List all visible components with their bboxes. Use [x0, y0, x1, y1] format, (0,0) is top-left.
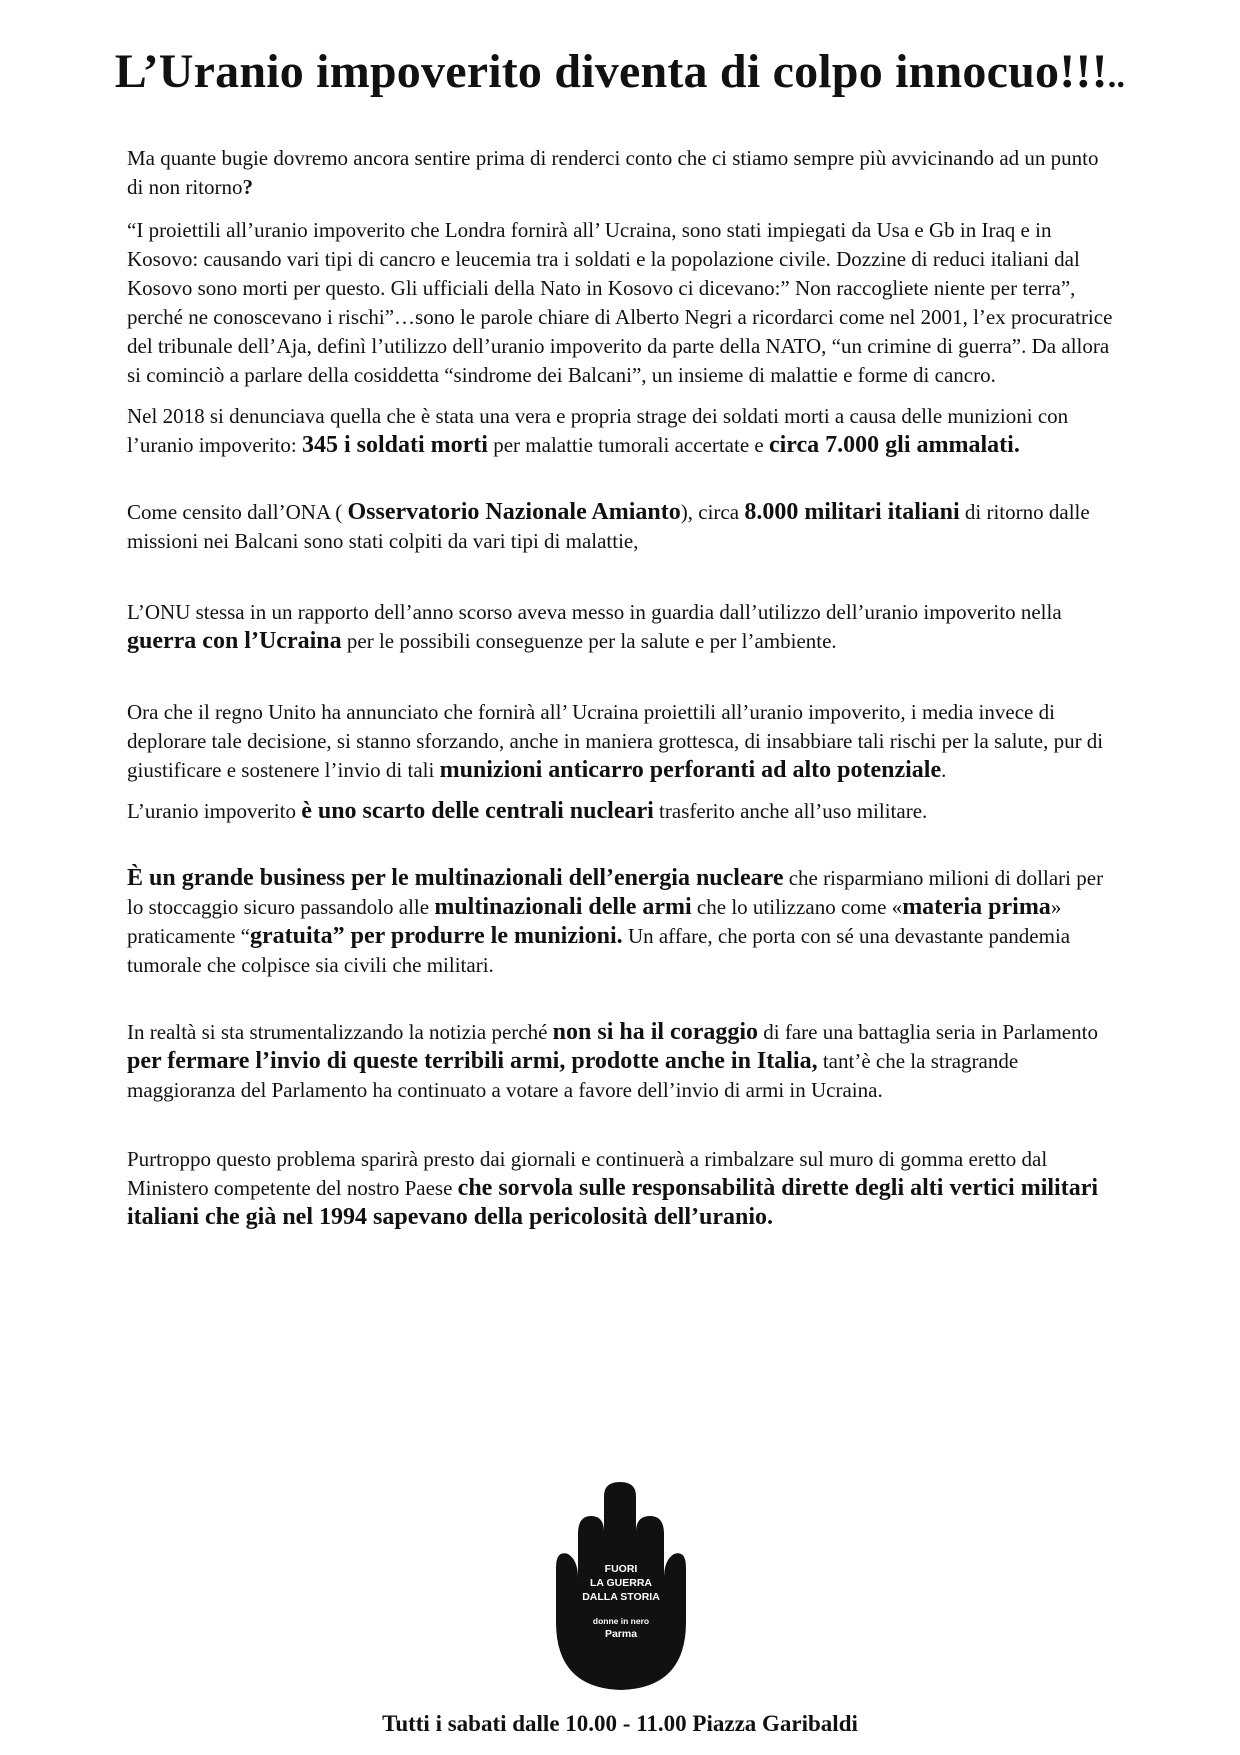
p8-raw-material: materia prima — [902, 894, 1051, 920]
paragraph-5 — [127, 598, 1117, 656]
p10-text-a: Purtroppo questo problema sparirà presto dai giornali e continuerà a rimbalzare sul muro di gomma eretto dal Ministero competente del nostro Paese — [127, 1147, 1048, 1200]
p4-military-count: 8.000 militari italiani — [744, 499, 960, 525]
p5-text-c: per le possibili conseguenze per la salute e per l’ambiente. — [341, 629, 837, 653]
p9-text-a: In realtà si sta strumentalizzando la notizia perché — [127, 1020, 553, 1044]
paragraph-9 — [127, 1018, 1117, 1105]
logo-line-1: FUORI — [604, 1563, 638, 1575]
paragraph-4 — [127, 498, 1117, 556]
p4-text-a: Come censito dall’ONA ( — [127, 500, 348, 524]
p7-nuclear-waste: è uno scarto delle centrali nucleari — [301, 798, 654, 824]
logo-line-4: donne in nero — [592, 1616, 650, 1626]
p3-soldiers-dead: 345 i soldati morti — [301, 432, 488, 458]
paragraph-10 — [127, 1145, 1117, 1232]
p9-stop-weapons: per fermare l’invio di queste terribili armi, prodotte anche in Italia, — [127, 1048, 818, 1074]
p8-free: gratuita” per produrre le munizioni. — [250, 923, 623, 949]
p8-business: È un grande business per le multinazionali dell’energia nucleare — [127, 865, 784, 891]
paragraph-8 — [127, 864, 1117, 980]
logo-line-5: Parma — [604, 1628, 638, 1640]
p4-ona-name: Osservatorio Nazionale Amianto — [347, 499, 681, 525]
page-title — [0, 44, 1240, 99]
p1-question-mark: ? — [242, 175, 253, 199]
p9-text-c: di fare una battaglia seria in Parlamento — [758, 1020, 1098, 1044]
logo-line-2: LA GUERRA — [589, 1577, 653, 1589]
p3-sick-count: circa 7.000 gli ammalati. — [768, 432, 1020, 458]
paragraph-2: “I proiettili all’uranio impoverito che Londra fornirà all’ Ucraina, sono stati impiegati da Usa e Gb in Iraq e in Kosovo: causando vari tipi di cancro e leucemia tra i soldati e la popolazione civile. Dozzine di reduci italiani dal Kosovo sono morti per questo. Gli ufficiali della Nato in Kosovo ci dicevano:” Non raccogliete niente per terra”, perché ne conoscevano i rischi”…sono le parole chiare di Alberto Negri a ricordarci come nel 2001, l’ex procuratrice del tribunale dell’Aja, definì l’utilizzo dell’uranio impoverito da parte della NATO, “un crimine di guerra”. Da allora si cominciò a parlare della cosiddetta “sindrome dei Balcani”, un insieme di malattie e forme di cancro. — [127, 218, 1113, 387]
p8-text-b: che risparmiano milioni di dollari per lo stoccaggio sicuro passandolo alle — [127, 866, 1104, 919]
hand-of-fatima-icon — [556, 1482, 686, 1694]
paragraph-1 — [127, 144, 1117, 202]
paragraph-3 — [127, 402, 1117, 460]
logo-line-3: DALLA STORIA — [582, 1591, 660, 1603]
p7-text-a: L’uranio impoverito — [127, 799, 302, 823]
p6-text-c: . — [941, 758, 947, 782]
p8-text-f: » praticamente “ — [127, 895, 1062, 948]
p6-munitions: munizioni anticarro perforanti ad alto potenziale — [439, 757, 942, 783]
footer-schedule: Tutti i sabati dalle 10.00 - 11.00 Piazza Garibaldi — [382, 1711, 858, 1736]
paragraph-7 — [127, 797, 1117, 826]
paragraph-6 — [127, 698, 1117, 785]
article-body — [127, 144, 1117, 1232]
p8-text-d: che lo utilizzano come « — [691, 895, 903, 919]
p8-arms-multinationals: multinazionali delle armi — [434, 894, 692, 920]
p7-text-c: trasferito anche all’uso militare. — [653, 799, 928, 823]
p5-text-a: L’ONU stessa in un rapporto dell’anno scorso aveva messo in guardia dall’utilizzo dell’uranio impoverito nella — [127, 600, 1062, 624]
p3-text-a: Nel 2018 si denunciava quella che è stata una vera e propria strage dei soldati morti a causa delle munizioni con l’uranio impoverito: — [127, 404, 1069, 457]
p3-text-c: per malattie tumorali accertate e — [487, 433, 769, 457]
p5-war-ukraine: guerra con l’Ucraina — [127, 628, 342, 654]
p1-text: Ma quante bugie dovremo ancora sentire prima di renderci conto che ci stiamo sempre più avvicinando ad un punto di non ritorno — [127, 146, 1099, 199]
p6-text-a: Ora che il regno Unito ha annunciato che fornirà all’ Ucraina proiettili all’uranio impoverito, i media invece di deplorare tale decisione, si stanno sforzando, anche in maniera grottesca, di insabbiare tali rischi per la salute, pur di giustificare e sostenere l’invio di tali — [127, 700, 1104, 782]
p4-text-e: di ritorno dalle missioni nei Balcani sono stati colpiti da vari tipi di malattie, — [127, 500, 1090, 553]
p10-responsibility: che sorvola sulle responsabilità dirette degli alti vertici militari italiani che già nel 1994 sapevano della pericolosità dell’uranio. — [127, 1175, 1099, 1230]
p4-text-c: ), circa — [680, 500, 745, 524]
p9-text-e: tant’è che la stragrande maggioranza del Parlamento ha continuato a votare a favore dell’invio di armi in Ucraina. — [127, 1049, 1019, 1102]
title-dots: .. — [1107, 58, 1126, 95]
title-text: L’Uranio impoverito diventa di colpo innocuo!!! — [114, 45, 1108, 98]
p9-no-courage: non si ha il coraggio — [552, 1019, 759, 1045]
p8-text-h: Un affare, che porta con sé una devastante pandemia tumorale che colpisce sia civili che militari. — [127, 924, 1071, 977]
